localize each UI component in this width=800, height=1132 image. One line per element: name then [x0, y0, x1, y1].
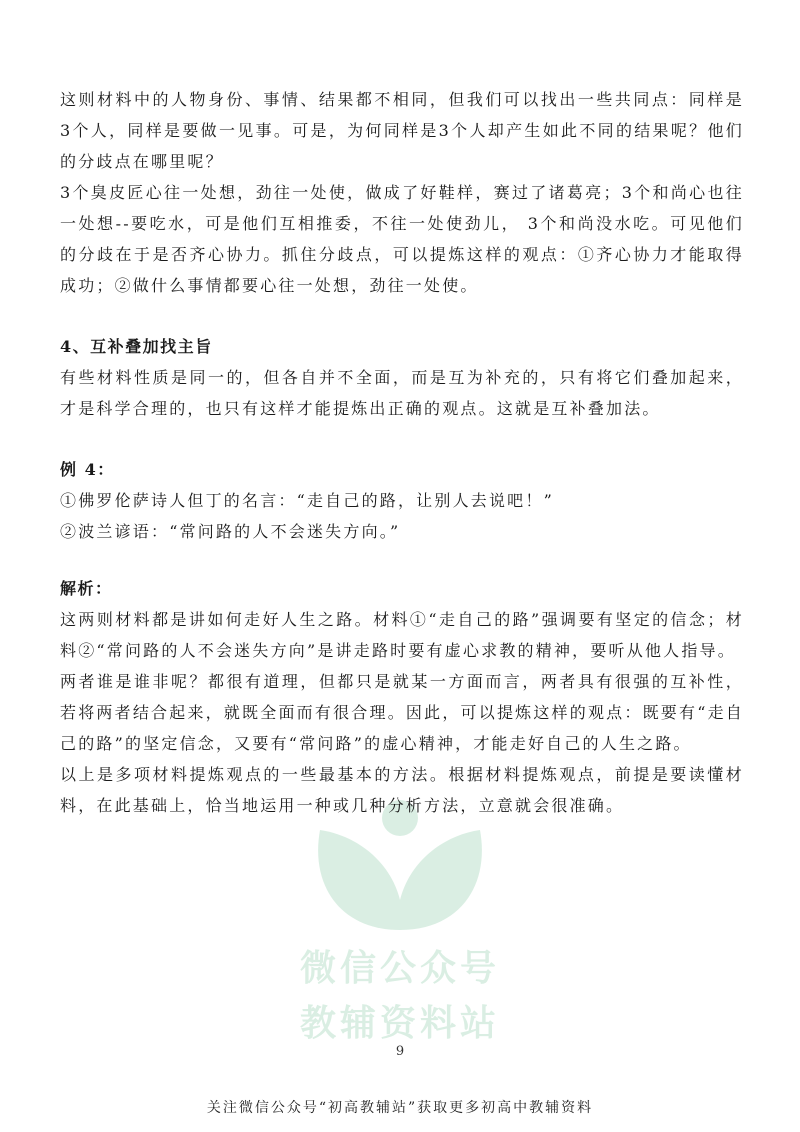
section4-body: 有些材料性质是同一的，但各自并不全面，而是互为补充的，只有将它们叠加起来，才是科学合理的，也只有这样才能提炼出正确的观点。这就是互补叠加法。 — [60, 368, 744, 418]
watermark — [280, 790, 520, 1060]
paragraph-common-points: 这则材料中的人物身份、事情、结果都不相同，但我们可以找出一些共同点：同样是 3个人，同样是要做一见事。可是，为何同样是3个人却产生如此不同的结果呢？他们的分歧点在哪里呢？ — [60, 90, 744, 171]
example-item-1: ①佛罗伦萨诗人但丁的名言：“走自己的路，让别人去说吧！” — [60, 491, 554, 510]
section-heading-4: 4、互补叠加找主旨 — [60, 337, 213, 356]
analysis-heading: 解析： — [60, 579, 113, 598]
watermark-line2: 教辅资料站 — [299, 1003, 500, 1044]
main-content — [60, 84, 744, 821]
watermark-line1: 微信公众号 — [299, 948, 500, 989]
example-item-2: ②波兰谚语：“常问路的人不会迷失方向。” — [60, 522, 401, 541]
example-heading: 例 4： — [60, 460, 115, 479]
analysis-paragraph-3: 以上是多项材料提炼观点的一些最基本的方法。根据材料提炼观点，前提是要读懂材料，在此基础上，恰当地运用一种或几种分析方法，立意就会很准确。 — [60, 765, 744, 815]
page-number: 9 — [395, 1044, 405, 1059]
paragraph-divergence: 3个臭皮匠心往一处想，劲往一处使，做成了好鞋样，赛过了诸葛亮；3个和尚心也往一处想--要吃水，可是他们互相推委，不往一处使劲儿， 3个和尚没水吃。可见他们的分歧在于是否齐心协力。抓住分歧点，可以提炼这样的观点：①齐心协力才能取得成功；②做什么事情都要心往一处想，劲往一处使。 — [60, 183, 744, 295]
analysis-paragraph-2: 两者谁是谁非呢？都很有道理，但都只是就某一方面而言，两者具有很强的互补性，若将两者结合起来，就既全面而有很合理。因此，可以提炼这样的观点：既要有“走自己的路”的坚定信念，又要有“常问路”的虚心精神，才能走好自己的人生之路。 — [60, 672, 744, 753]
analysis-paragraph-1: 这两则材料都是讲如何走好人生之路。材料①“走自己的路”强调要有坚定的信念；材料②“常问路的人不会迷失方向”是讲走路时要有虚心求教的精神，要听从他人指导。 — [60, 610, 744, 660]
footer-note: 关注微信公众号“初高教辅站”获取更多初高中教辅资料 — [206, 1100, 594, 1116]
